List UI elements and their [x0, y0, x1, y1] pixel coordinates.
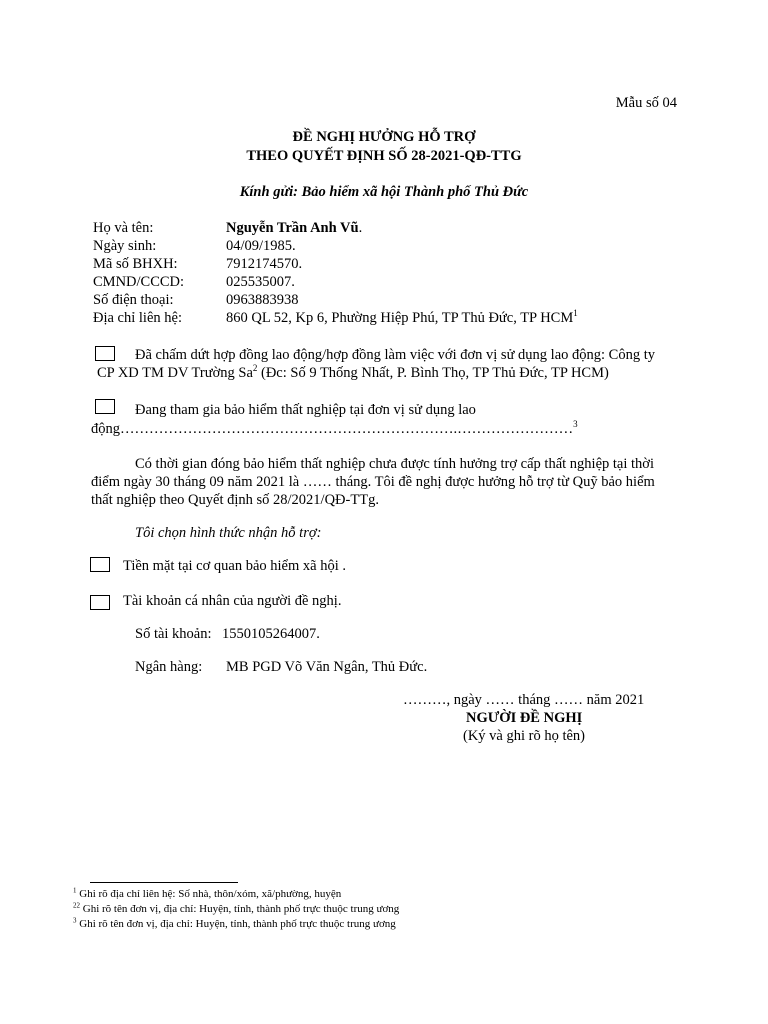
currently-insured-checkbox[interactable]	[95, 399, 115, 414]
bhxh-value: 7912174570.	[226, 256, 303, 272]
paragraph-line1: Có thời gian đóng bảo hiểm thất nghiệp chưa được tính hưởng trợ cấp thất nghiệp tại thời	[135, 456, 654, 472]
address-label: Địa chỉ liên hệ:	[93, 310, 182, 326]
bank-account-checkbox[interactable]	[90, 595, 110, 610]
title-line-2: THEO QUYẾT ĐỊNH SỐ 28-2021-QĐ-TTG	[246, 148, 522, 164]
title-line-1: ĐỀ NGHỊ HƯỞNG HỖ TRỢ	[292, 129, 476, 145]
paragraph-line2: điểm ngày 30 tháng 09 năm 2021 là …… tháng. Tôi đề nghị được hưởng hỗ trợ từ Quỹ bảo hiểm	[91, 474, 655, 490]
option2-dots: động…………………………………………………………….……………………	[91, 421, 574, 437]
option2-line2	[91, 420, 578, 438]
address-value: 860 QL 52, Kp 6, Phường Hiệp Phú, TP Thủ Đức, TP HCM	[226, 310, 574, 326]
account-label: Số tài khoản:	[135, 626, 212, 642]
choose-label: Tôi chọn hình thức nhận hỗ trợ:	[135, 525, 322, 541]
footnote-ref-2: 2	[252, 363, 258, 374]
option2-line1: Đang tham gia bảo hiểm thất nghiệp tại đơn vị sử dụng lao	[135, 402, 476, 418]
address-value-row	[226, 309, 578, 327]
choice-account: Tài khoản cá nhân của người đề nghị.	[123, 593, 342, 609]
signer-note: (Ký và ghi rõ họ tên)	[463, 728, 586, 744]
footnote-ref-3: 3	[573, 419, 578, 430]
option1-line2	[97, 364, 609, 382]
option1-address: (Đc: Số 9 Thống Nhất, P. Bình Thọ, TP Thủ Đức, TP HCM)	[257, 365, 609, 381]
paragraph-line3: thất nghiệp theo Quyết định số 28/2021/QĐ-TTg.	[91, 492, 379, 508]
date-line: ………, ngày …… tháng …… năm 2021	[403, 692, 645, 708]
footnote-3: $^3$ Ghi rõ tên đơn vị, địa chỉ: Huyện, tỉnh, thành phố trực thuộc trung ương	[73, 916, 396, 930]
footnote-separator	[90, 882, 238, 883]
id-label: CMND/CCCD:	[93, 274, 185, 290]
form-number: Mẫu số 04	[615, 95, 677, 111]
option1-line1: Đã chấm dứt hợp đồng lao động/hợp đồng làm việc với đơn vị sử dụng lao động: Công ty	[135, 347, 656, 363]
footnote-ref-1: 1	[573, 308, 578, 319]
choice-cash: Tiền mặt tại cơ quan bảo hiểm xã hội .	[123, 558, 346, 574]
footnote-2: $^{22}$ Ghi rõ tên đơn vị, địa chỉ: Huyện, tỉnh, thành phố trực thuộc trung ương	[73, 901, 400, 915]
bhxh-label: Mã số BHXH:	[93, 256, 178, 272]
account-value: 1550105264007.	[222, 626, 320, 642]
name-value-row: Nguyễn Trần Anh Vũ.	[226, 220, 363, 236]
name-value: Nguyễn Trần Anh Vũ	[226, 220, 359, 236]
signer-title: NGƯỜI ĐỀ NGHỊ	[466, 710, 583, 726]
recipient: Kính gửi: Bảo hiểm xã hội Thành phố Thủ Đức	[239, 184, 529, 200]
terminated-contract-checkbox[interactable]	[95, 346, 115, 361]
name-label: Họ và tên:	[93, 220, 154, 236]
cash-checkbox[interactable]	[90, 557, 110, 572]
phone-value: 0963883938	[226, 292, 299, 308]
phone-label: Số điện thoại:	[93, 292, 174, 308]
bank-value: MB PGD Võ Văn Ngân, Thủ Đức.	[226, 659, 428, 675]
dob-value: 04/09/1985.	[226, 238, 296, 254]
option1-company: CP XD TM DV Trường Sa	[97, 365, 253, 381]
bank-label: Ngân hàng:	[135, 659, 203, 675]
footnote-1: $^1$ Ghi rõ địa chỉ liên hệ: Số nhà, thôn/xóm, xã/phường, huyện	[73, 886, 342, 900]
id-value: 025535007.	[226, 274, 295, 290]
dob-label: Ngày sinh:	[93, 238, 157, 254]
